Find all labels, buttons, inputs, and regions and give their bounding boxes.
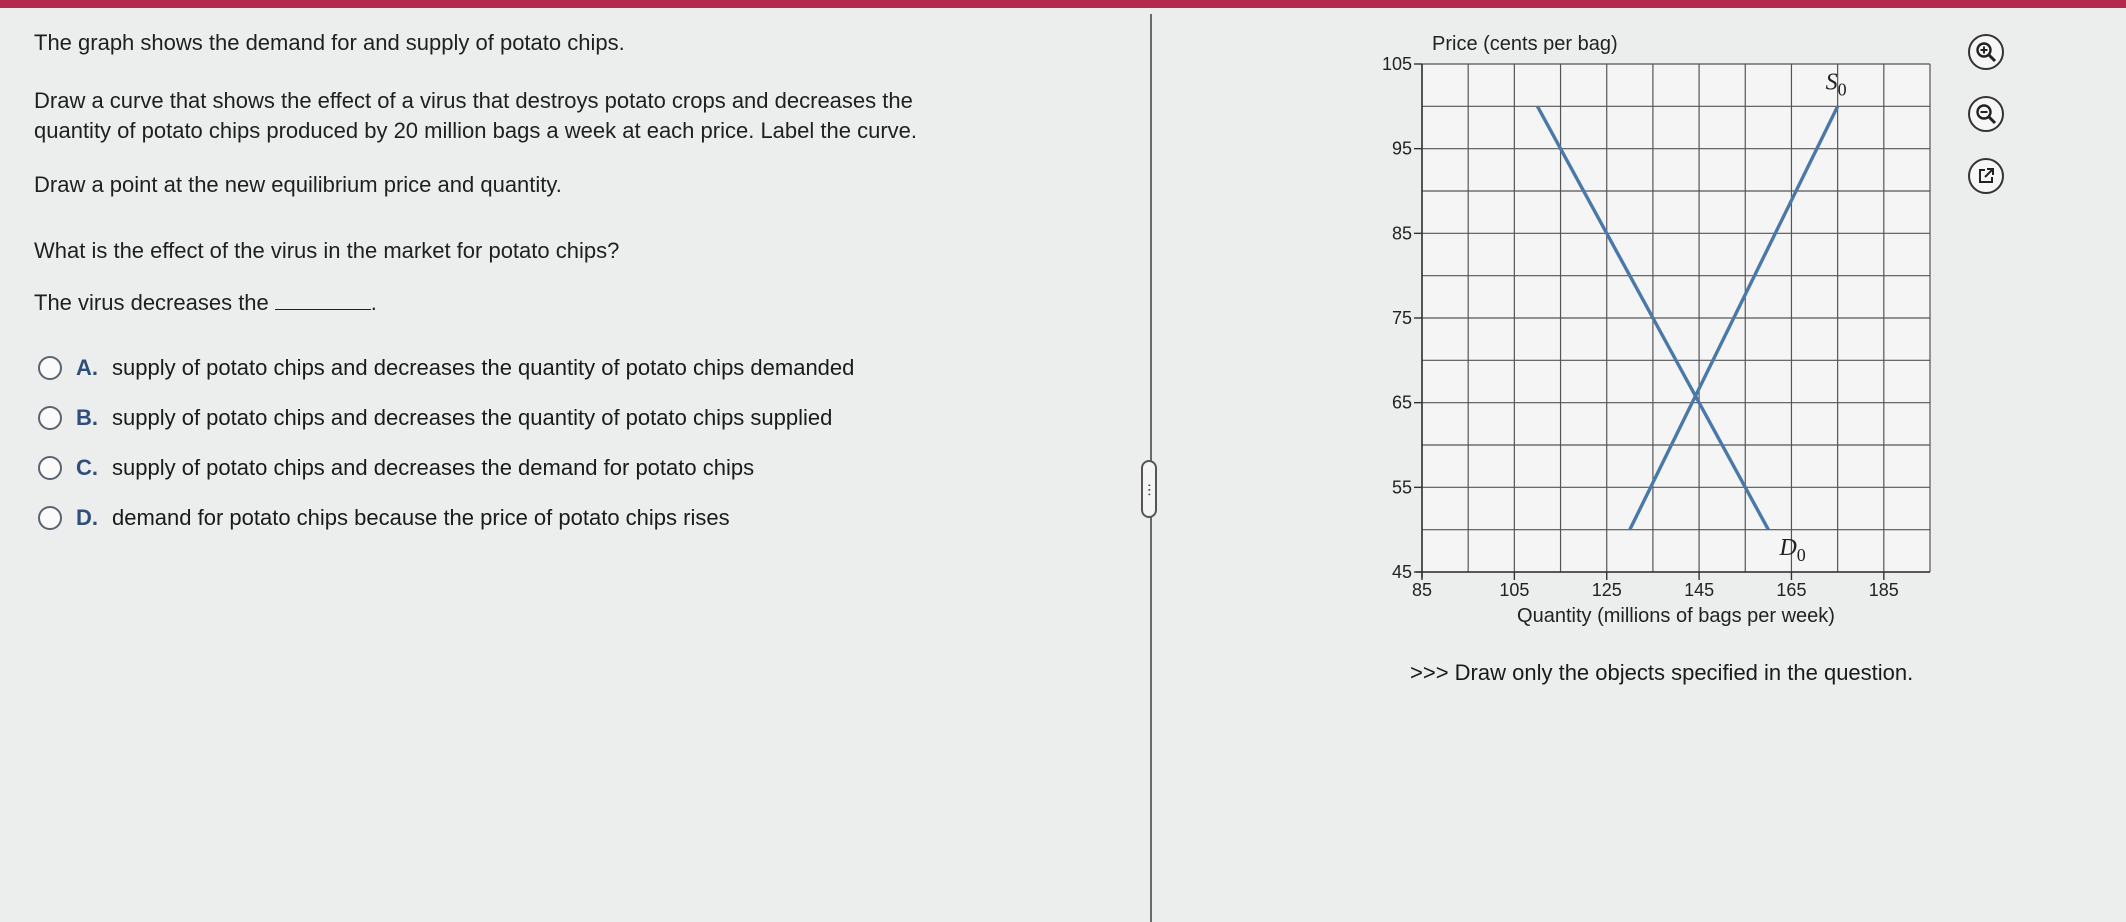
zoom-out-icon (1975, 103, 1997, 125)
x-tick-label: 185 (1868, 580, 1899, 600)
y-tick-label: 85 (1391, 223, 1412, 244)
y-tick-label: 95 (1391, 138, 1412, 159)
option-d[interactable] (38, 502, 730, 534)
option-a-text: supply of potato chips and decreases the quantity of potato chips demanded (112, 355, 855, 380)
question-point-task: Draw a point at the new equilibrium price and quantity. (34, 172, 562, 197)
question-task-line-2: quantity of potato chips produced by 20 million bags a week at each price. Label the curve. (34, 118, 917, 143)
x-tick-label: 165 (1776, 580, 1807, 600)
x-axis-label: Quantity (millions of bags per week) (1517, 605, 1835, 627)
question-effect: What is the effect of the virus in the market for potato chips? (34, 238, 620, 263)
y-tick-label: 55 (1391, 477, 1412, 498)
option-b-text: supply of potato chips and decreases the quantity of potato chips supplied (112, 405, 833, 430)
y-axis-label: Price (cents per bag) (1432, 33, 1618, 55)
zoom-out-button[interactable] (1968, 96, 2004, 132)
option-b-letter: B. (76, 405, 98, 430)
curve-label-d0: $D_0$ (1779, 535, 1806, 566)
option-a-letter: A. (76, 355, 98, 380)
x-tick-label: 125 (1591, 580, 1622, 600)
question-stem (34, 288, 377, 318)
question-stem-text: The virus decreases the (34, 290, 269, 315)
zoom-in-icon (1975, 41, 1997, 63)
x-tick-label: 85 (1411, 580, 1433, 600)
option-d-text: demand for potato chips because the price of potato chips rises (112, 505, 730, 530)
y-tick-label: 75 (1391, 308, 1412, 328)
y-tick-label: 105 (1381, 54, 1412, 74)
open-external-button[interactable] (1968, 158, 2004, 194)
zoom-in-button[interactable] (1968, 34, 2004, 70)
splitter-dots-icon: ⋯ (1141, 483, 1157, 495)
y-tick-label: 65 (1391, 392, 1412, 413)
radio-option-b[interactable] (38, 406, 62, 430)
radio-option-a[interactable] (38, 356, 62, 380)
curve-label-s0: $S_0$ (1825, 69, 1847, 100)
question-stem-end: . (370, 290, 377, 315)
radio-option-c[interactable] (38, 456, 62, 480)
radio-option-d[interactable] (38, 506, 62, 530)
x-tick-label: 105 (1499, 580, 1530, 600)
option-a[interactable] (38, 352, 854, 384)
top-stripe (0, 0, 2126, 8)
question-intro: The graph shows the demand for and supply of potato chips. (34, 30, 625, 55)
option-d-letter: D. (76, 505, 98, 530)
answer-blank (275, 288, 371, 310)
instruction-text: >>> Draw only the objects specified in the question. (1410, 660, 1914, 685)
external-link-icon (1976, 166, 1996, 186)
option-c[interactable] (38, 452, 754, 484)
x-tick-label: 145 (1684, 580, 1715, 600)
option-c-text: supply of potato chips and decreases the demand for potato chips (112, 455, 755, 480)
question-task-line-1: Draw a curve that shows the effect of a virus that destroys potato crops and decreases the (34, 88, 913, 113)
option-c-letter: C. (76, 455, 98, 480)
option-b[interactable] (38, 402, 832, 434)
y-tick-label: 45 (1391, 562, 1412, 582)
